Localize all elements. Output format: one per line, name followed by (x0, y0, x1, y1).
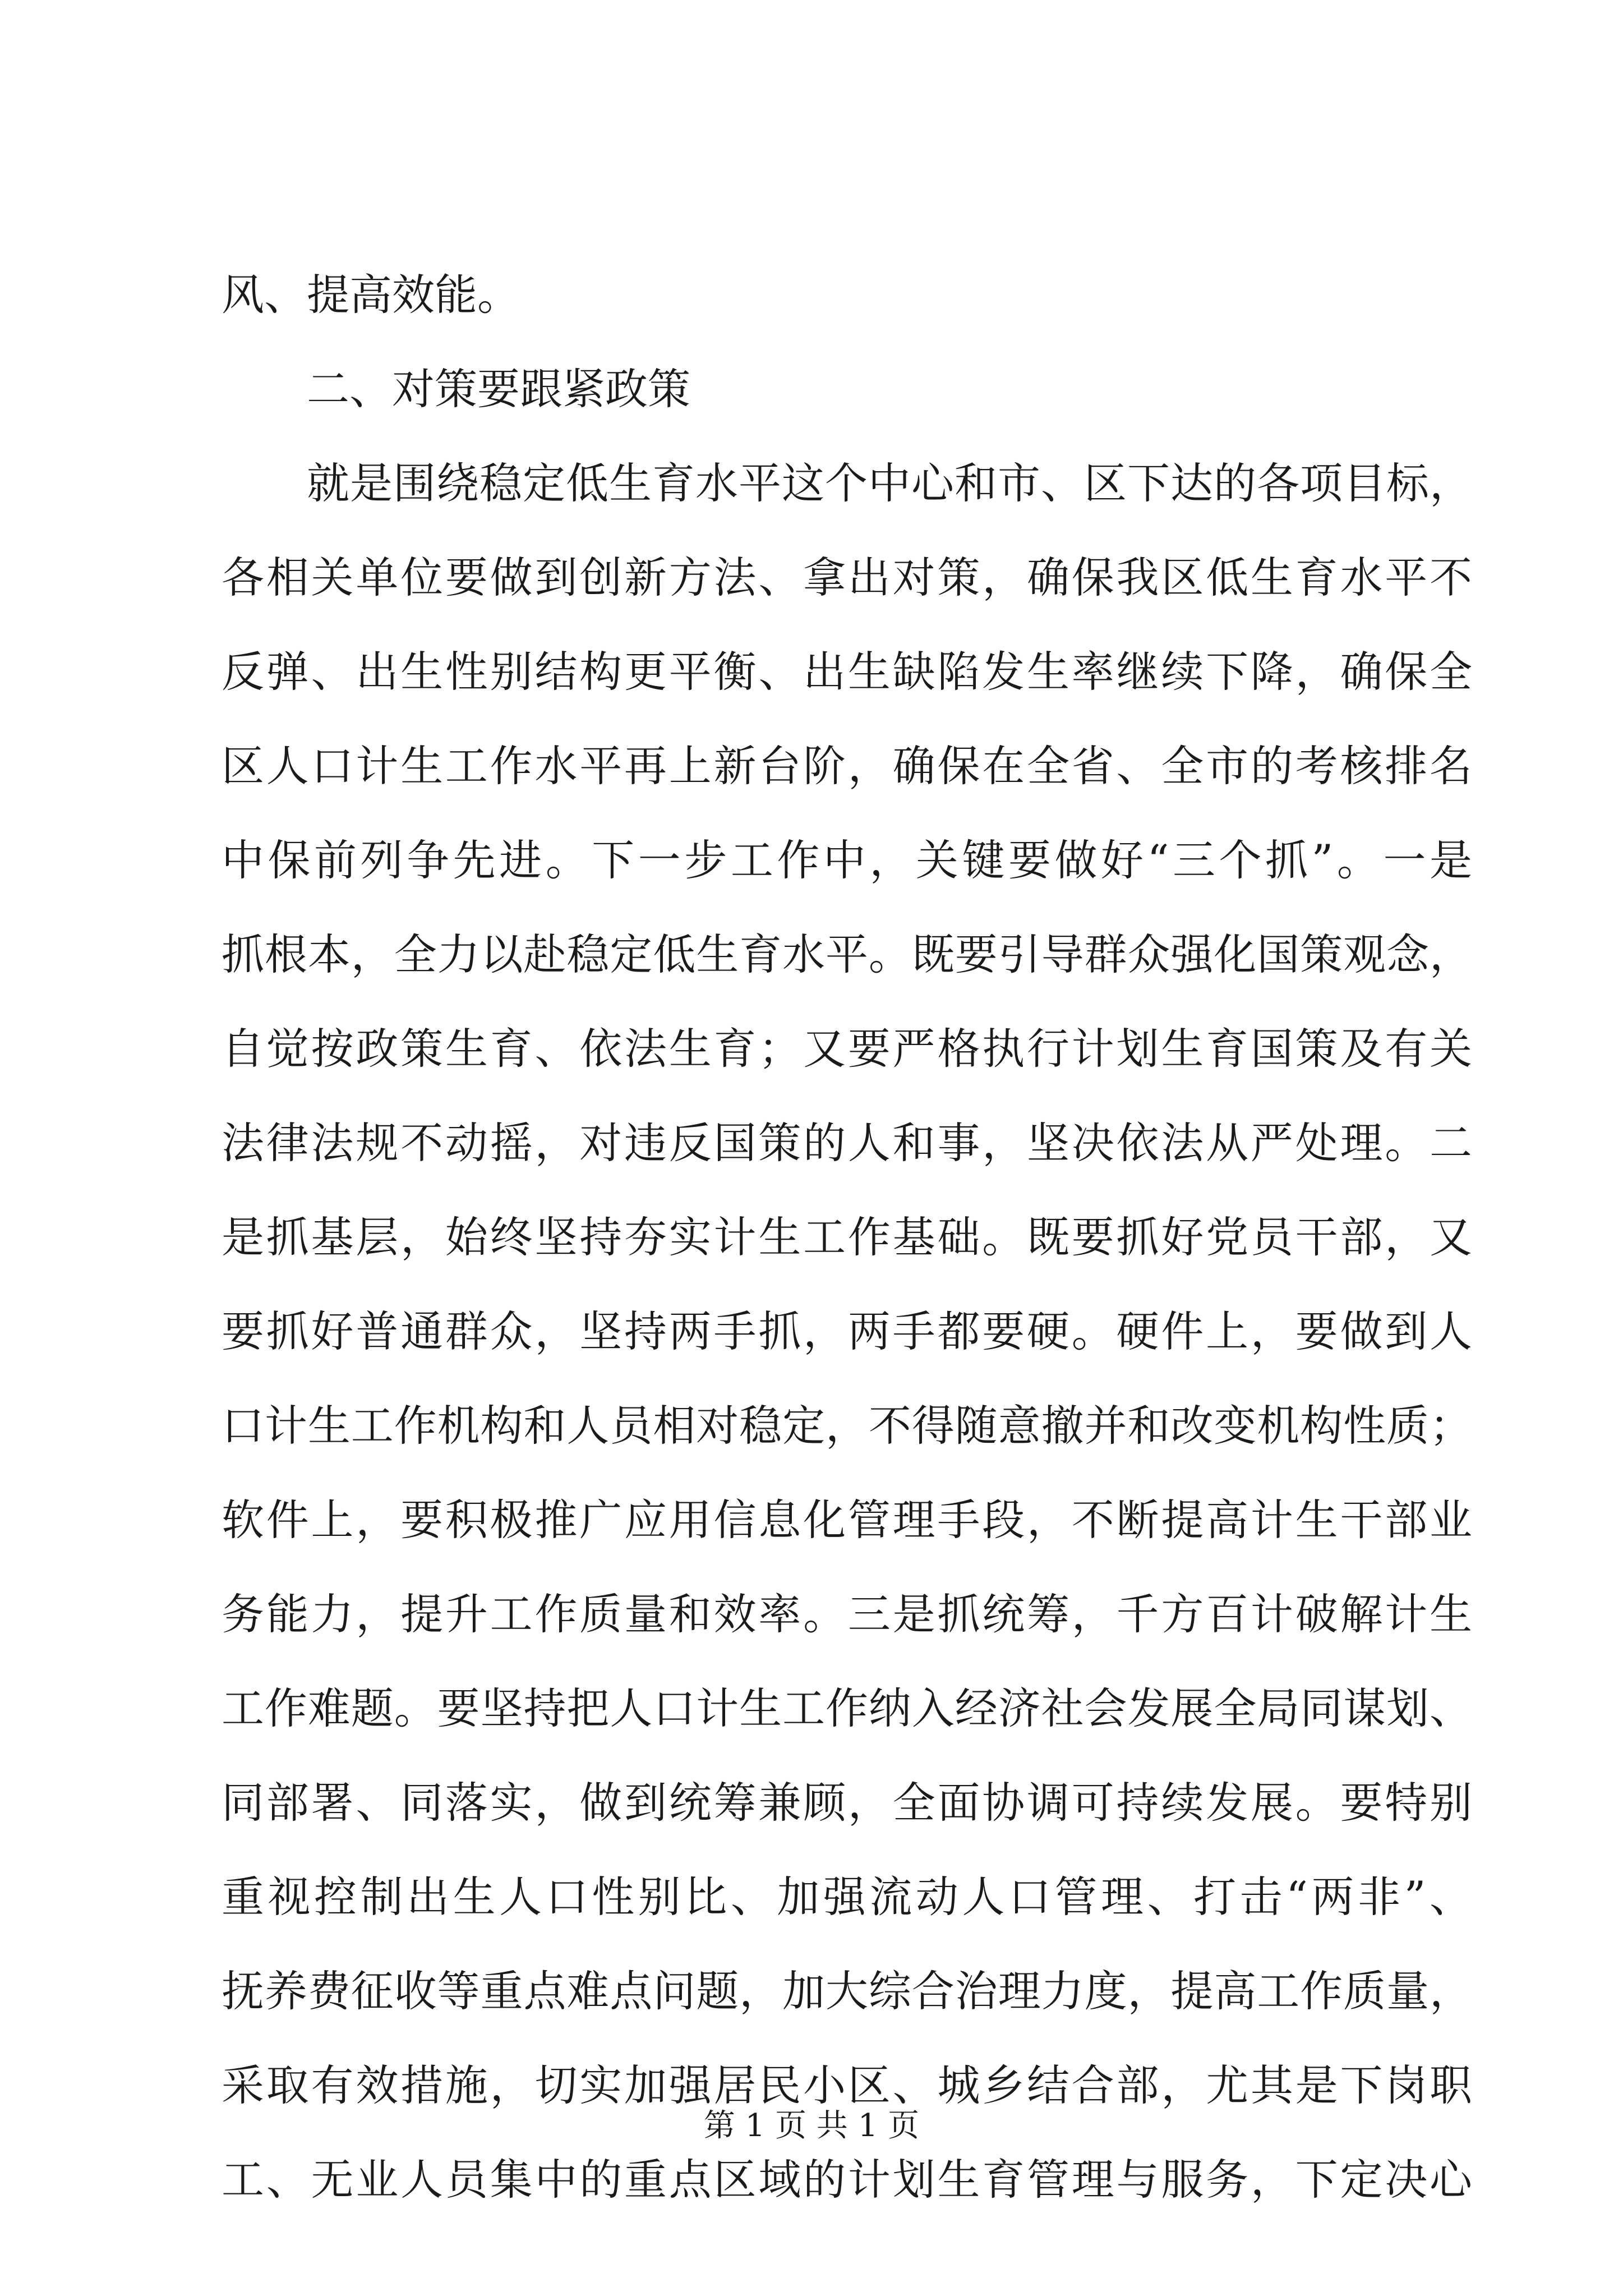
paragraph-line: 法律法规不动摇，对违反国策的人和事，坚决依法从严处理。二 (222, 1118, 1472, 1168)
paragraph-line: 务能力，提升工作质量和效率。三是抓统筹，千方百计破解计生 (222, 1589, 1472, 1639)
paragraph-line: 就是围绕稳定低生育水平这个中心和市、区下达的各项目标， (307, 458, 1472, 508)
paragraph-line: 是抓基层，始终坚持夯实计生工作基础。既要抓好党员干部，又 (222, 1212, 1472, 1262)
paragraph-line: 口计生工作机构和人员相对稳定，不得随意撤并和改变机构性质； (222, 1401, 1472, 1451)
paragraph-line: 各相关单位要做到创新方法、拿出对策，确保我区低生育水平不 (222, 553, 1472, 602)
paragraph-line: 工、无业人员集中的重点区域的计划生育管理与服务，下定决心 (222, 2155, 1472, 2205)
paragraph-line: 重视控制出生人口性别比、加强流动人口管理、打击“两非”、 (222, 1872, 1472, 1922)
paragraph-line: 自觉按政策生育、依法生育；又要严格执行计划生育国策及有关 (222, 1024, 1472, 1074)
paragraph-line: 抓根本，全力以赴稳定低生育水平。既要引导群众强化国策观念， (222, 930, 1472, 979)
paragraph-line: 软件上，要积极推广应用信息化管理手段，不断提高计生干部业 (222, 1495, 1472, 1545)
section-heading: 二、对策要跟紧政策 (307, 364, 690, 414)
paragraph-line: 同部署、同落实，做到统筹兼顾，全面协调可持续发展。要特别 (222, 1778, 1472, 1828)
paragraph-line: 区人口计生工作水平再上新台阶，确保在全省、全市的考核排名 (222, 741, 1472, 791)
paragraph-line: 工作难题。要坚持把人口计生工作纳入经济社会发展全局同谋划、 (222, 1683, 1472, 1733)
paragraph-line: 风、提高效能。 (222, 270, 520, 320)
paragraph-line: 采取有效措施，切实加强居民小区、城乡结合部，尤其是下岗职 (222, 2060, 1472, 2110)
paragraph-line: 要抓好普通群众，坚持两手抓，两手都要硬。硬件上，要做到人 (222, 1306, 1472, 1356)
page-number: 第 1 页 共 1 页 (703, 2108, 920, 2144)
paragraph-line: 中保前列争先进。下一步工作中，关键要做好“三个抓”。一是 (222, 835, 1472, 885)
document-body (222, 265, 1472, 2244)
paragraph-line: 反弹、出生性别结构更平衡、出生缺陷发生率继续下降，确保全 (222, 647, 1472, 697)
page-footer (0, 2104, 1623, 2148)
paragraph-line: 抚养费征收等重点难点问题，加大综合治理力度，提高工作质量， (222, 1966, 1472, 2016)
